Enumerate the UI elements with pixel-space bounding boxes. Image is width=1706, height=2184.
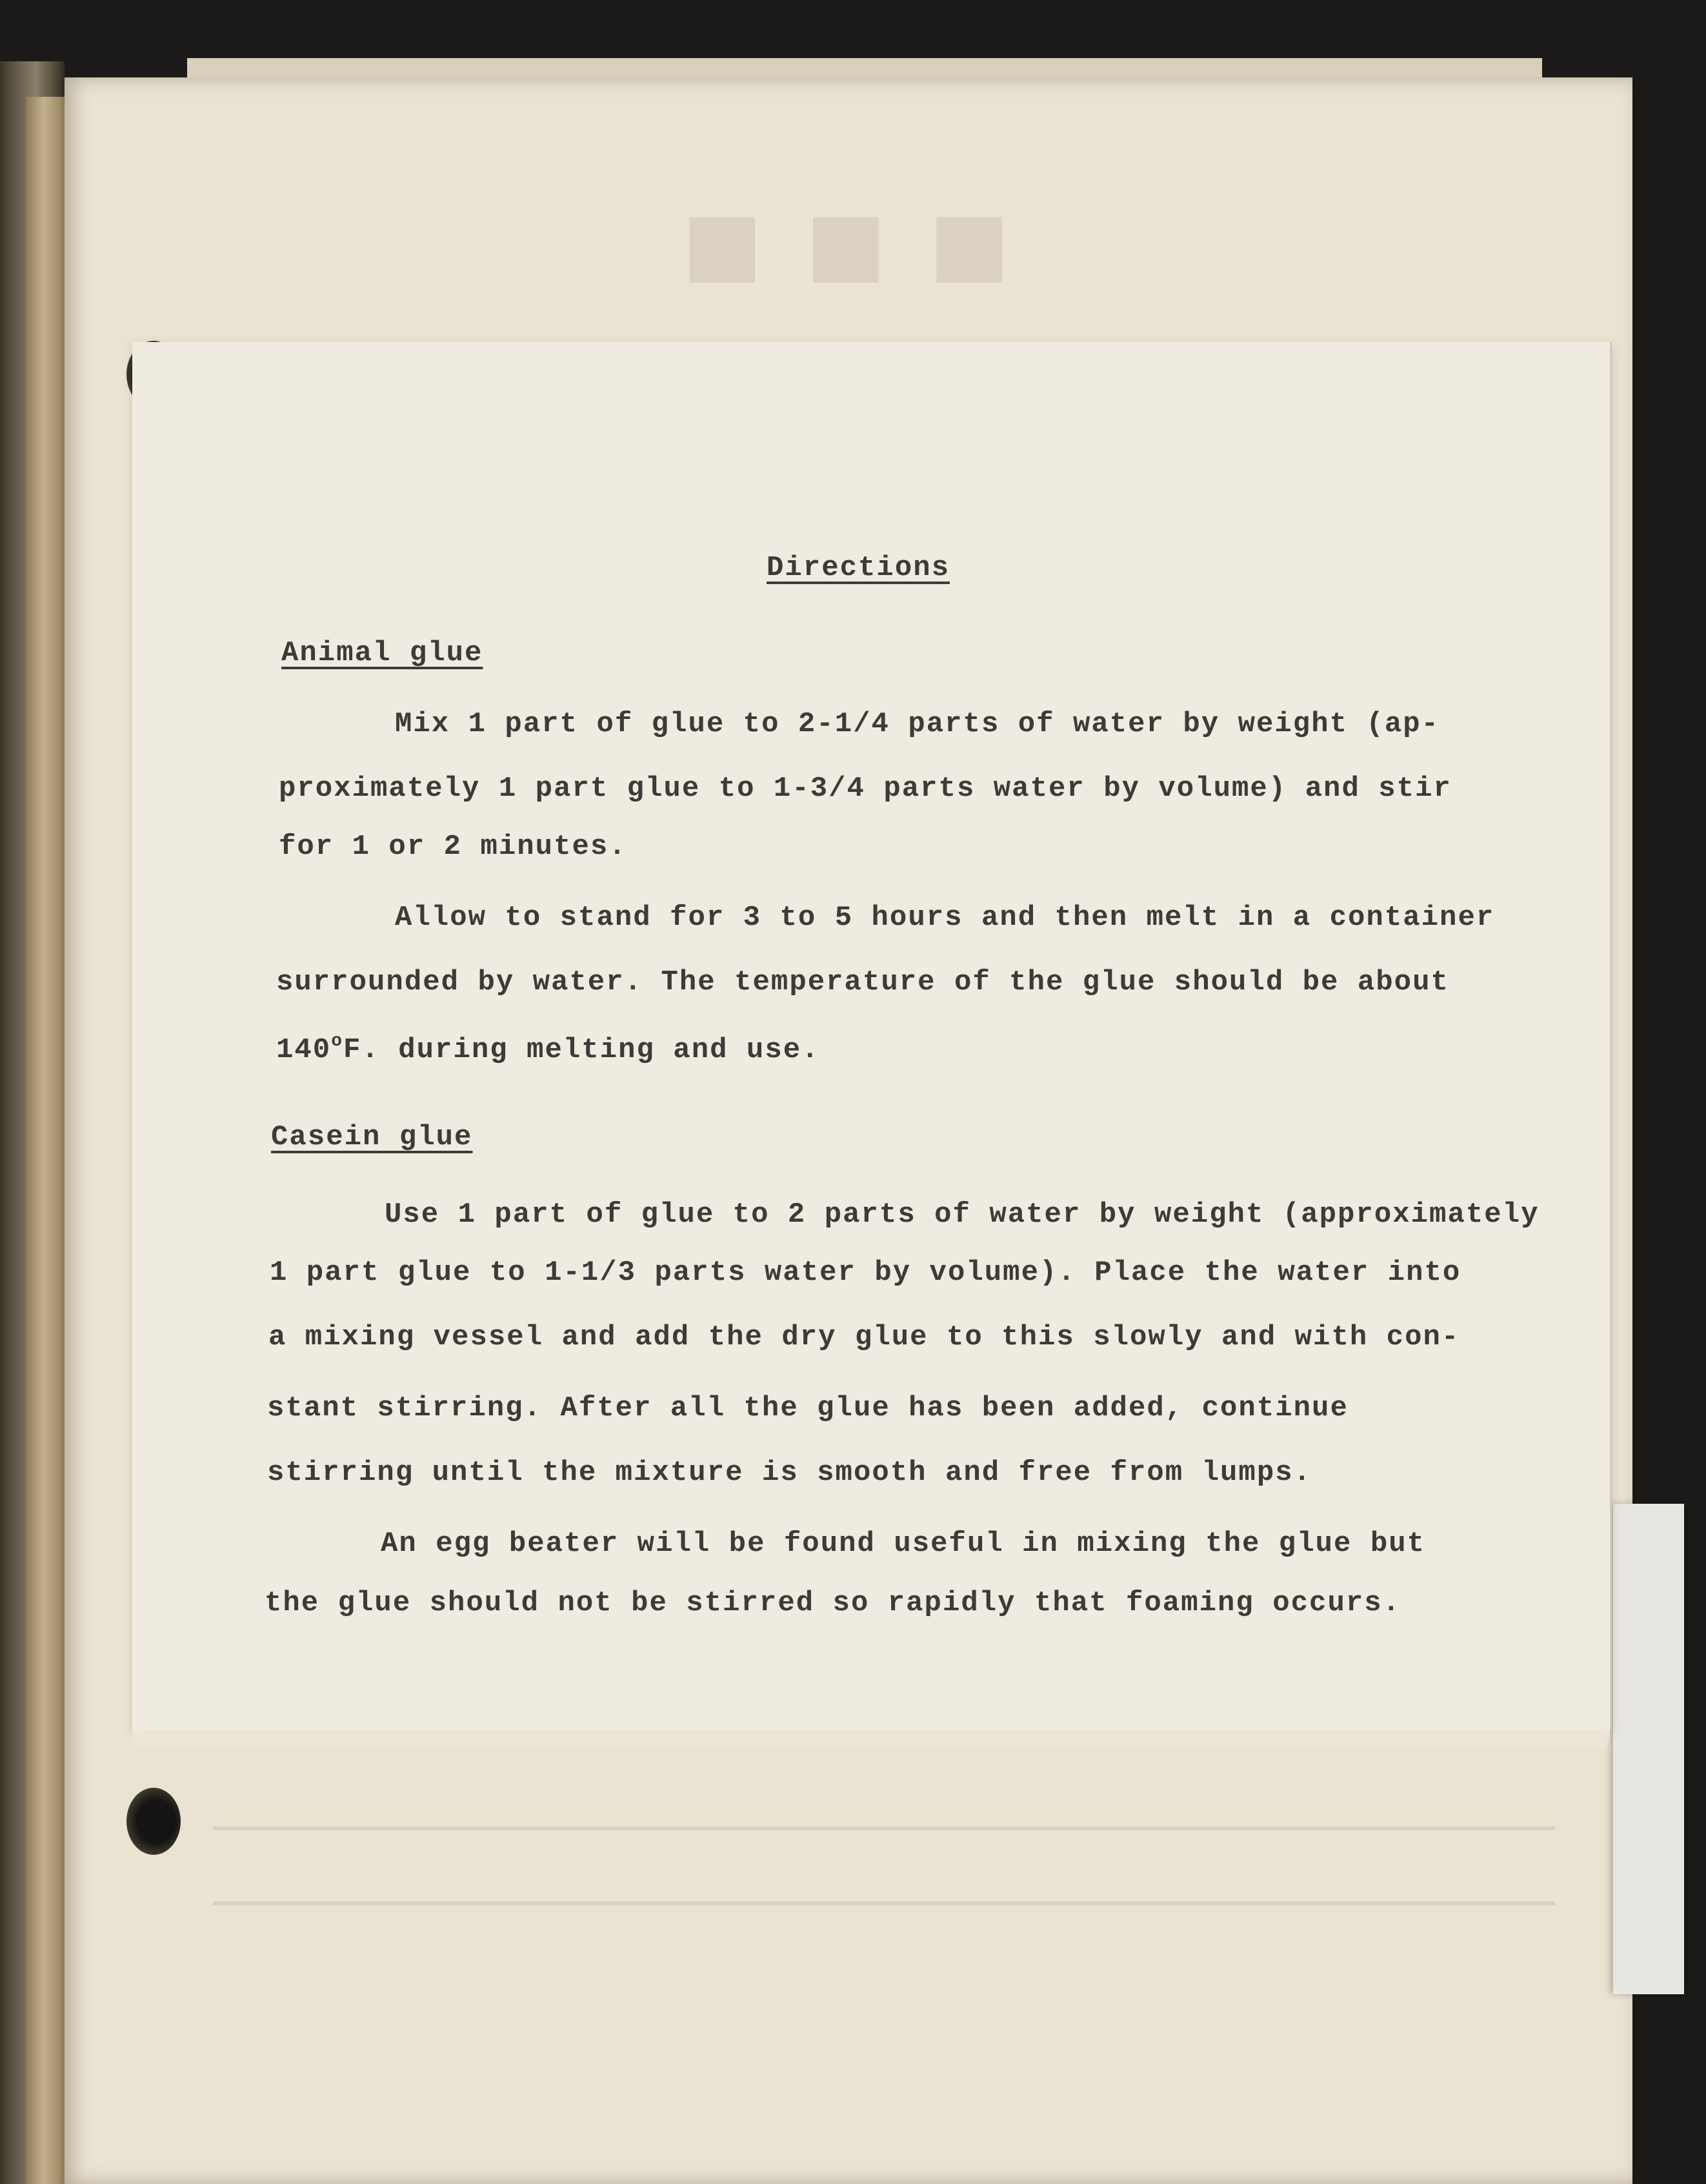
- paragraph-line: the glue should not be stirred so rapidly that foaming occurs.: [265, 1587, 1401, 1619]
- paragraph-line: for 1 or 2 minutes.: [279, 831, 627, 863]
- paragraph-line: Mix 1 part of glue to 2-1/4 parts of water by weight (ap-: [395, 708, 1440, 740]
- paragraph-line: proximately 1 part glue to 1-3/4 parts water by volume) and stir: [279, 773, 1452, 805]
- show-through-footer-band: [213, 1826, 1555, 1905]
- temperature-rest: F. during melting and use.: [343, 1034, 820, 1066]
- paragraph-line: a mixing vessel and add the dry glue to this slowly and with con-: [268, 1321, 1460, 1353]
- section-heading-casein-glue: Casein glue: [271, 1121, 473, 1153]
- paragraph-line: stirring until the mixture is smooth and free from lumps.: [267, 1457, 1312, 1489]
- section-heading-animal-glue: Animal glue: [281, 637, 483, 669]
- paragraph-line: An egg beater will be found useful in mixing the glue but: [381, 1528, 1426, 1560]
- right-edge-tab: [1613, 1504, 1684, 1994]
- binder-hole-bottom: [126, 1788, 181, 1855]
- paragraph-line: stant stirring. After all the glue has been added, continue: [267, 1392, 1349, 1424]
- paragraph-line: Allow to stand for 3 to 5 hours and then melt in a container: [395, 902, 1495, 934]
- paragraph-line: 1 part glue to 1-1/3 parts water by volume). Place the water into: [270, 1257, 1461, 1289]
- show-through-print: ■ ■ ■: [677, 170, 1010, 320]
- paragraph-line-temperature: [276, 1033, 820, 1064]
- paragraph-line: surrounded by water. The temperature of the glue should be about: [276, 966, 1449, 998]
- temperature-value: 140: [276, 1034, 332, 1066]
- sheet-bottom-edge: [132, 1730, 1610, 1749]
- degree-superscript: o: [331, 1031, 344, 1051]
- document-title: Directions: [767, 552, 950, 584]
- paragraph-line: Use 1 part of glue to 2 parts of water by weight (approximately: [385, 1198, 1540, 1231]
